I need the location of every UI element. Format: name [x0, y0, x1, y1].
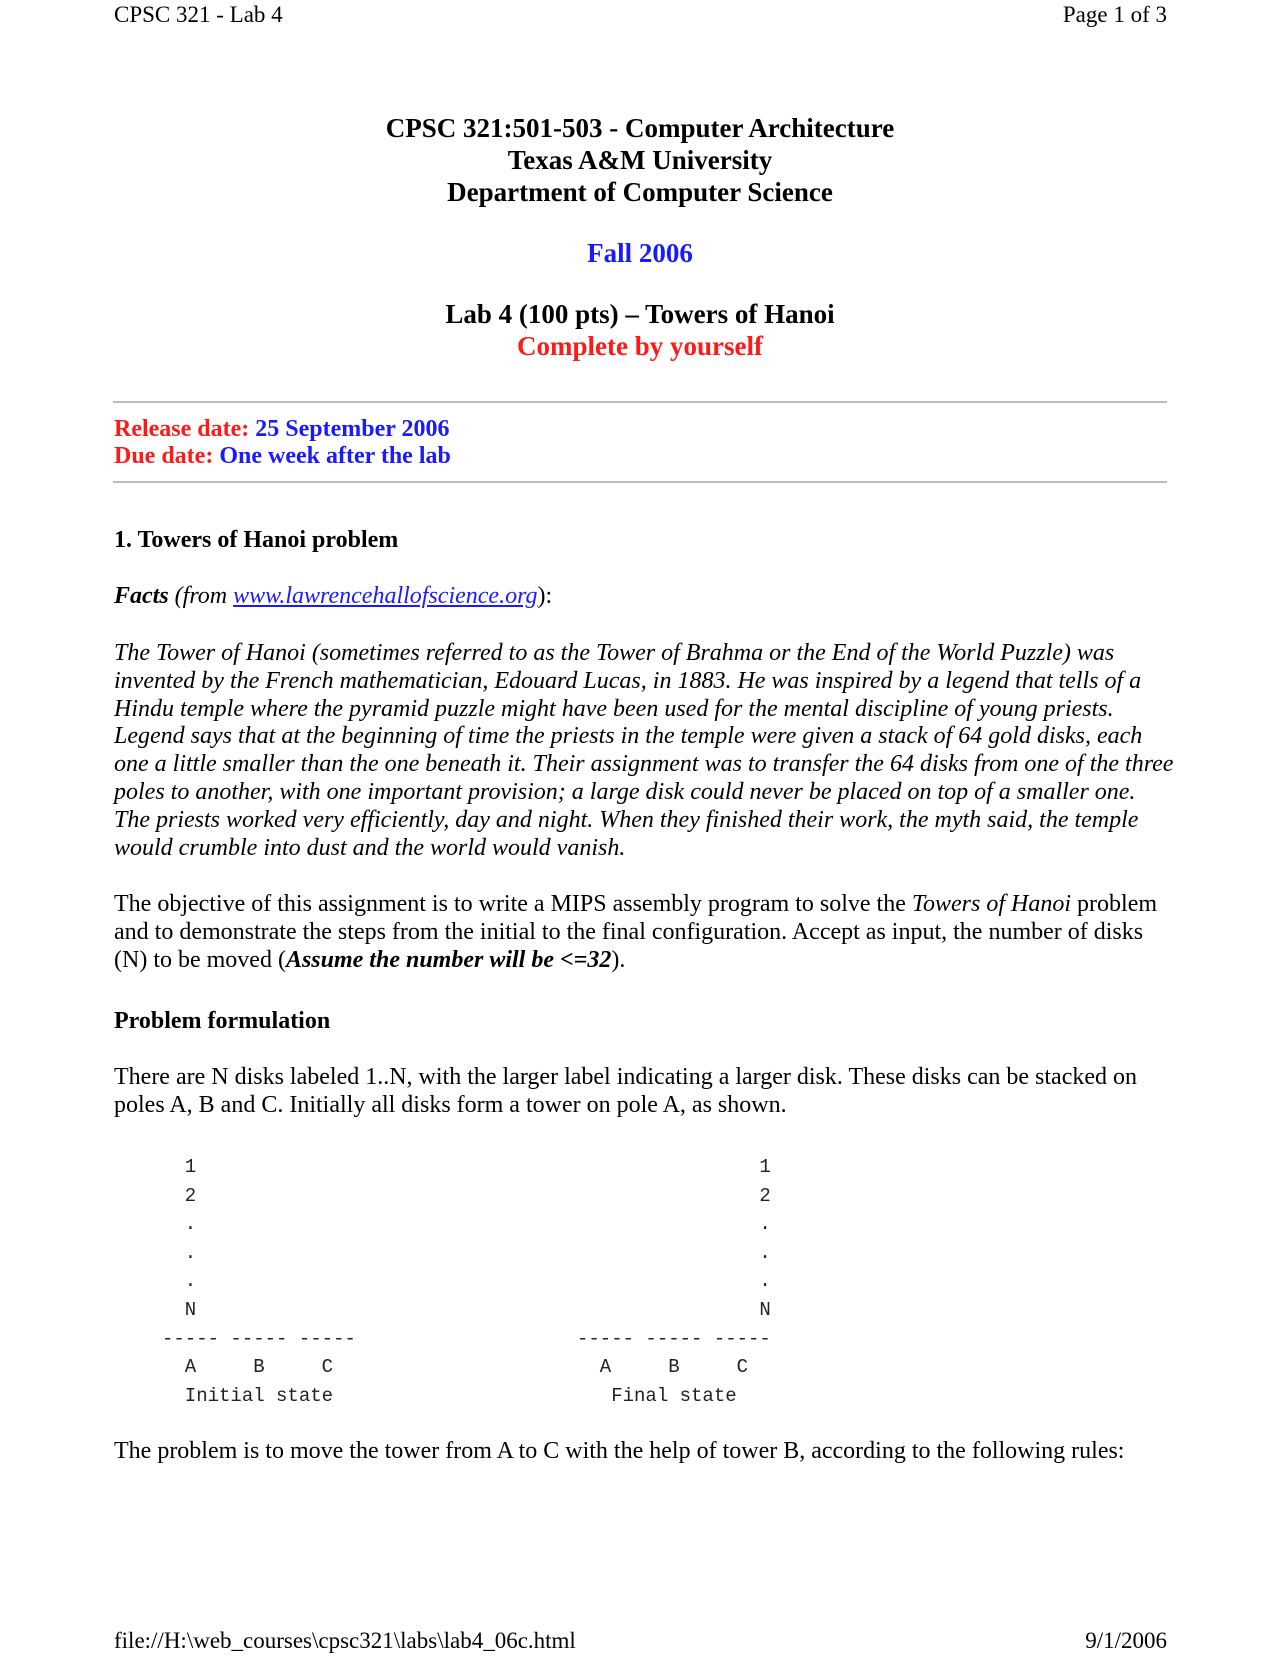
- release-date-value: 25 September 2006: [255, 416, 450, 442]
- facts-from: (from: [174, 583, 234, 609]
- objective-bold: Assume the number will be <=32: [285, 946, 612, 973]
- due-date-label: Due date:: [114, 443, 214, 469]
- term: Fall 2006: [587, 238, 693, 268]
- page-header-right: Page 1 of 3: [1062, 2, 1167, 27]
- objective-paragraph: [114, 891, 1174, 974]
- objective-italic: Towers of Hanoi: [911, 891, 1072, 917]
- section-heading: 1. Towers of Hanoi problem: [114, 527, 399, 553]
- divider-bottom: [113, 481, 1167, 483]
- page-footer-date: 9/1/2006: [1085, 1628, 1167, 1653]
- objective-text-c: ).: [611, 946, 626, 973]
- objective-text-b: problem and to demonstrate the steps from the initial to the final configuration. Accept as input, the number of disks (N) to be moved (: [114, 891, 1158, 973]
- page-footer-path: file://H:\web_courses\cpsc321\labs\lab4_06c.html: [114, 1628, 576, 1653]
- divider-top: [113, 401, 1167, 403]
- facts-end: ):: [537, 583, 553, 609]
- facts-source-link[interactable]: www.lawrencehallofscience.org: [233, 583, 538, 609]
- department-name: Department of Computer Science: [447, 177, 833, 207]
- lab-note: Complete by yourself: [517, 331, 763, 361]
- initial-state-diagram: 1 2 . . . N ----- ----- ----- A B C Initial state: [162, 1156, 356, 1407]
- release-date-label: Release date:: [114, 416, 250, 442]
- formulation-heading: Problem formulation: [114, 1008, 331, 1034]
- rules-intro: The problem is to move the tower from A to C with the help of tower B, according to the following rules:: [114, 1438, 1125, 1464]
- course-title: CPSC 321:501-503 - Computer Architecture: [385, 113, 895, 143]
- lab-title: Lab 4 (100 pts) – Towers of Hanoi: [445, 299, 835, 329]
- legend-paragraph: The Tower of Hanoi (sometimes referred to as the Tower of Brahma or the End of the World Puzzle) was invented by the French mathematician, Edouard Lucas, in 1883. He was inspired by a legend that tells of a Hindu temple where the pyramid puzzle might have been used for the mental discipline of young priests. Legend says that at the beginning of time the priests in the temple were given a stack of 64 gold disks, each one a little smaller than the one beneath it. Their assignment was to transfer the 64 disks from one of the three poles to another, with one important provision; a large disk could never be placed on top of a smaller one. The priests worked very efficiently, day and night. When they finished their work, the myth said, the temple would crumble into dust and the world would vanish.: [114, 640, 1174, 861]
- due-date-value: One week after the lab: [219, 443, 451, 469]
- formulation-paragraph: There are N disks labeled 1..N, with the larger label indicating a larger disk. These disks can be stacked on poles A, B and C. Initially all disks form a tower on pole A, as shown.: [114, 1064, 1138, 1118]
- facts-label: Facts: [114, 583, 169, 609]
- page-header-left: CPSC 321 - Lab 4: [114, 2, 283, 27]
- facts-line: [114, 583, 1174, 611]
- objective-text-a: The objective of this assignment is to write a MIPS assembly program to solve the: [114, 891, 912, 917]
- release-date: [114, 416, 449, 443]
- final-state-diagram: 1 2 . . . N ----- ----- ----- A B C Final state: [577, 1156, 771, 1407]
- university-name: Texas A&M University: [507, 145, 773, 175]
- due-date: [114, 443, 451, 470]
